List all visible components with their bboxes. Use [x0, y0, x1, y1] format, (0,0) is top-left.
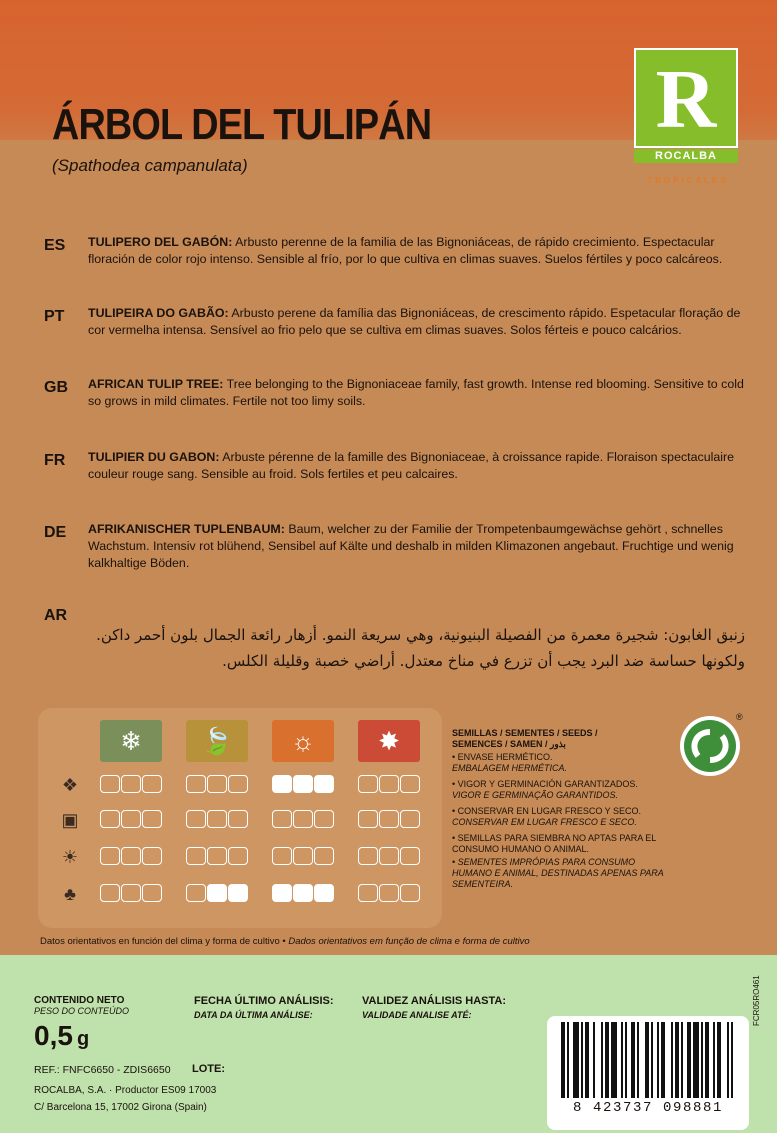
calendar-cell — [121, 810, 141, 828]
calendar-cell — [228, 810, 248, 828]
barcode-bar — [687, 1022, 691, 1098]
harvest-icon: ♣ — [64, 883, 76, 904]
seeds-info-item — [452, 752, 672, 774]
calendar-cell — [379, 775, 399, 793]
validity-label: VALIDEZ ANÁLISIS HASTA: — [362, 995, 507, 1007]
snowflake-icon: ❄ — [100, 720, 162, 762]
barcode-bar — [581, 1022, 583, 1098]
barcode-bar — [573, 1022, 579, 1098]
seeds-heading-line: SEMENCES / SAMEN / بذور — [452, 739, 566, 749]
calendar-cell — [142, 810, 162, 828]
orientative-note — [40, 936, 530, 947]
calendar-cell — [358, 884, 378, 902]
calendar-cell — [100, 884, 120, 902]
validity-label-pt: VALIDADE ANALISE ATÉ: — [362, 1010, 472, 1020]
net-content-label-pt: PESO DO CONTEÚDO — [34, 1006, 130, 1016]
description-head: TULIPEIRA DO GABÃO: — [88, 306, 229, 320]
barcode-bar — [681, 1022, 683, 1098]
barcode-bar — [671, 1022, 673, 1098]
barcode-bar — [601, 1022, 603, 1098]
barcode-bar — [651, 1022, 653, 1098]
seeds-info-es: • VIGOR Y GERMINACIÓN GARANTIZADOS. — [452, 779, 638, 789]
net-content-value — [34, 1020, 89, 1052]
description-head: TULIPIER DU GABON: — [88, 450, 220, 464]
calendar-cell — [186, 775, 206, 793]
logo-box — [634, 48, 738, 148]
producer: ROCALBA, S.A. · Productor ES09 17003 — [34, 1085, 217, 1096]
calendar-cell — [293, 775, 313, 793]
calendar-cell — [400, 847, 420, 865]
sun-icon: ☼ — [272, 720, 334, 762]
calendar-cell — [293, 884, 313, 902]
calendar-cell — [314, 775, 334, 793]
seeds-info-pt: EMBALAGEM HERMÉTICA. — [452, 763, 568, 773]
calendar-cell — [228, 884, 248, 902]
barcode-bar — [645, 1022, 649, 1098]
description-head: AFRIKANISCHER TUPLENBAUM: — [88, 522, 285, 536]
logo-tag: TROPICALES — [647, 176, 729, 185]
seeds-heading — [452, 728, 598, 750]
seeds-info-pt: CONSERVAR EM LUGAR FRESCO E SECO. — [452, 817, 637, 827]
product-title: ÁRBOL DEL TULIPÁN — [52, 100, 432, 149]
barcode-bar — [727, 1022, 729, 1098]
description-gb — [88, 376, 748, 410]
maple-leaf-icon: ✸ — [358, 720, 420, 762]
description-head: AFRICAN TULIP TREE: — [88, 377, 224, 391]
seed-sowing-icon: ❖ — [61, 774, 79, 795]
calendar-cell — [314, 810, 334, 828]
calendar-cell — [100, 847, 120, 865]
net-content-label: CONTENIDO NETO — [34, 995, 125, 1006]
calendar-cell — [293, 847, 313, 865]
last-analysis-label: FECHA ÚLTIMO ANÁLISIS: — [194, 995, 334, 1007]
calendar-cell — [272, 810, 292, 828]
seeds-info-pt: VIGOR E GERMINAÇÃO GARANTIDOS. — [452, 790, 619, 800]
green-dot-arrows-icon — [684, 720, 736, 772]
calendar-cell — [379, 847, 399, 865]
calendar-cell — [142, 884, 162, 902]
calendar-cell — [379, 884, 399, 902]
barcode-bar — [705, 1022, 709, 1098]
scientific-name: (Spathodea campanulata) — [52, 156, 248, 175]
rocalba-logo — [630, 48, 740, 198]
logo-brand: ROCALBA — [634, 149, 738, 163]
note-es: Datos orientativos en función del clima y forma de cultivo • — [40, 936, 286, 947]
calendar-cell — [400, 810, 420, 828]
note-pt: Dados orientativos em função de clima e forma de cultivo — [288, 936, 530, 947]
logo-letter: R — [655, 53, 717, 146]
address: C/ Barcelona 15, 17002 Girona (Spain) — [34, 1102, 207, 1113]
calendar-cell — [358, 810, 378, 828]
calendar-cell — [272, 884, 292, 902]
barcode-bar — [693, 1022, 699, 1098]
transplant-icon: ☀ — [61, 846, 79, 867]
lang-code-gb: GB — [44, 379, 68, 396]
calendar-cell — [228, 847, 248, 865]
calendar-cell — [142, 775, 162, 793]
barcode-bar — [675, 1022, 679, 1098]
description-text: Baum, welcher zu der Familie der Trompetenbaumgewächse gehört , schnelles Wachstum. Intensiv rot blühend, Sensibel auf Kälte und deshalb in milden Klimazonen angebaut. Fruchtige und wenig kalkhaltige Böden. — [88, 522, 734, 570]
green-dot-recycling-icon — [680, 712, 743, 776]
description-head: TULIPERO DEL GABÓN: — [88, 235, 233, 249]
calendar-cell — [207, 775, 227, 793]
calendar-cell — [379, 810, 399, 828]
barcode-bar — [713, 1022, 715, 1098]
barcode-bar — [585, 1022, 589, 1098]
barcode-bar — [657, 1022, 659, 1098]
barcode-bar — [611, 1022, 617, 1098]
green-dot-inner — [684, 720, 736, 772]
calendar-cell — [186, 810, 206, 828]
description-text: Tree belonging to the Bignoniaceae family, fast growth. Intense red blooming. Sensitive to cold so grows in mild climates. Fertile not too limy soils. — [88, 377, 744, 408]
seeds-info-list — [452, 752, 672, 895]
calendar-cell — [272, 775, 292, 793]
lot-label: LOTE: — [192, 1063, 225, 1075]
calendar-cell — [207, 847, 227, 865]
lang-code-es: ES — [44, 237, 66, 254]
barcode-bar — [567, 1022, 569, 1098]
barcode-bar — [561, 1022, 565, 1098]
description-ar: زنبق الغابون: شجيرة معمرة من الفصيلة البنيونية، وهي سريعة النمو. أزهار رائعة الجمال بلون أحمر داكن. ولكونها حساسة ضد البرد يجب أن تزرع في مناخ معتدل. أراضي خصبة وقليلة الكلس. — [96, 626, 745, 670]
calendar-cell — [121, 847, 141, 865]
calendar-cell — [186, 847, 206, 865]
calendar-cell — [121, 775, 141, 793]
description-de — [88, 521, 748, 572]
seeds-info-es: • CONSERVAR EN LUGAR FRESCO Y SECO. — [452, 806, 642, 816]
calendar-cell — [207, 884, 227, 902]
calendar-cell — [272, 847, 292, 865]
calendar-cell — [293, 810, 313, 828]
calendar-cell — [100, 810, 120, 828]
barcode-digits: 8 423737 098881 — [572, 1100, 724, 1116]
calendar-cell — [100, 775, 120, 793]
reference: REF.: FNFC6650 - ZDIS6650 — [34, 1064, 171, 1076]
lang-code-de: DE — [44, 524, 67, 541]
calendar-cell — [207, 810, 227, 828]
calendar-cell — [400, 775, 420, 793]
lang-code-ar: AR — [44, 607, 68, 624]
calendar-cell — [358, 847, 378, 865]
barcode-bar — [625, 1022, 627, 1098]
description-text: Arbuste pérenne de la famille des Bignoniaceae, à croissance rapide. Floraison spectaculaire couleur rouge sang. Sensible au froid. Sols fertiles et peu calcaires. — [88, 450, 734, 481]
calendar-cell — [186, 884, 206, 902]
barcode-bars — [561, 1022, 737, 1098]
barcode-bar — [717, 1022, 721, 1098]
description-pt — [88, 305, 748, 339]
calendar-cell — [314, 884, 334, 902]
barcode-bar — [637, 1022, 639, 1098]
description-es — [88, 234, 748, 268]
seeds-info-item — [452, 779, 672, 801]
calendar-cell — [314, 847, 334, 865]
last-analysis-label-pt: DATA DA ÚLTIMA ANÁLISE: — [194, 1010, 313, 1020]
calendar-cell — [400, 884, 420, 902]
seeds-info-item — [452, 806, 672, 828]
barcode-bar — [631, 1022, 635, 1098]
barcode-bar — [661, 1022, 665, 1098]
barcode-bar — [593, 1022, 595, 1098]
net-unit: g — [76, 1028, 90, 1050]
calendar-cell — [228, 775, 248, 793]
seedbed-icon: ▣ — [61, 809, 79, 830]
seeds-info-item — [452, 833, 672, 855]
seeds-info-es: • ENVASE HERMÉTICO. — [452, 752, 553, 762]
barcode-bar — [701, 1022, 703, 1098]
barcode-bar — [621, 1022, 623, 1098]
barcode — [547, 1016, 749, 1130]
barcode-bar — [731, 1022, 733, 1098]
seeds-info-item — [452, 857, 672, 890]
calendar-cell — [142, 847, 162, 865]
seeds-info-es: • SEMILLAS PARA SIEMBRA NO APTAS PARA EL CONSUMO HUMANO O ANIMAL. — [452, 833, 656, 854]
seeds-info-pt: • SEMENTES IMPRÓPIAS PARA CONSUMO HUMANO E ANIMAL, DESTINADAS APENAS PARA SEMENTEIRA. — [452, 857, 664, 889]
barcode-bar — [605, 1022, 609, 1098]
lang-code-pt: PT — [44, 308, 65, 325]
registered-icon: ® — [736, 712, 743, 722]
description-text: Arbusto perene da família das Bignoniáceas, de crescimento rápido. Espetacular floração de cor vermelha intensa. Sensível ao frio pelo que se cultiva em climas suaves. Solos férteis e pouco calcários. — [88, 306, 741, 337]
seeds-heading-line: SEMILLAS / SEMENTES / SEEDS / — [452, 728, 598, 738]
vertical-code: FCR05RO461 — [752, 975, 761, 1026]
lang-code-fr: FR — [44, 452, 66, 469]
calendar-cell — [358, 775, 378, 793]
description-text: Arbusto perenne de la familia de las Bignoniáceas, de rápido crecimiento. Espectacular floración de color rojo intenso. Sensible al frío, por lo que cultiva en climas suaves. Suelos fértiles y poco calcáreos. — [88, 235, 723, 266]
description-fr — [88, 449, 748, 483]
leaf-icon: 🍃 — [186, 720, 248, 762]
net-value: 0,5 — [34, 1020, 73, 1051]
calendar-cell — [121, 884, 141, 902]
